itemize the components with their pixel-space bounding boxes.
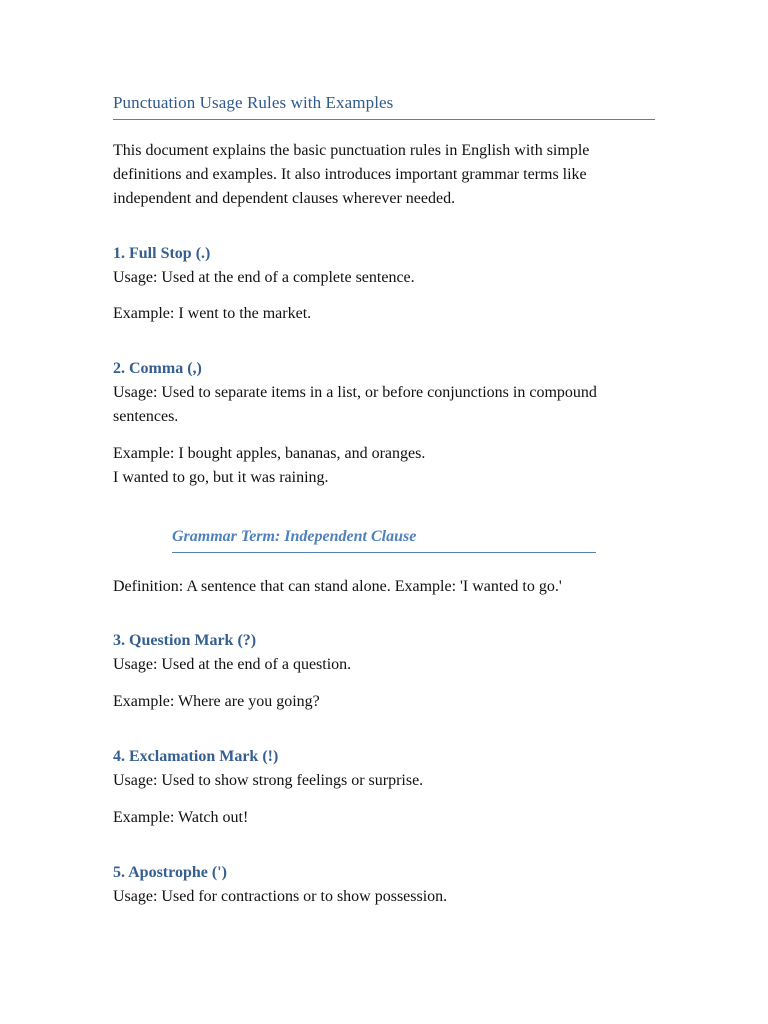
section-example-exclamation-mark: Example: Watch out! [113, 809, 249, 826]
section-example-comma-line-1: Example: I bought apples, bananas, and oranges. [113, 445, 426, 462]
section-usage-full-stop: Usage: Used at the end of a complete sentence. [113, 269, 415, 286]
section-usage-question-mark: Usage: Used at the end of a question. [113, 656, 352, 673]
section-heading-comma: 2. Comma (,) [113, 360, 202, 377]
intro-line-1: This document explains the basic punctuation rules in English with simple [113, 142, 590, 159]
document-title: Punctuation Usage Rules with Examples [113, 93, 655, 120]
section-heading-question-mark: 3. Question Mark (?) [113, 632, 257, 649]
section-usage-exclamation-mark: Usage: Used to show strong feelings or surprise. [113, 772, 424, 789]
intro-line-3: independent and dependent clauses wherever needed. [113, 190, 456, 207]
section-example-full-stop: Example: I went to the market. [113, 305, 312, 322]
section-example-question-mark: Example: Where are you going? [113, 693, 320, 710]
section-usage-apostrophe: Usage: Used for contractions or to show possession. [113, 888, 448, 905]
intro-line-2: definitions and examples. It also introduces important grammar terms like [113, 166, 587, 183]
section-heading-exclamation-mark: 4. Exclamation Mark (!) [113, 748, 279, 765]
section-heading-apostrophe: 5. Apostrophe (') [113, 864, 227, 881]
grammar-term-definition: Definition: A sentence that can stand alone. Example: 'I wanted to go.' [113, 578, 562, 595]
section-usage-comma-line-1: Usage: Used to separate items in a list, or before conjunctions in compound [113, 384, 597, 401]
section-usage-comma-line-2: sentences. [113, 408, 179, 425]
section-heading-full-stop: 1. Full Stop (.) [113, 245, 211, 262]
section-example-comma-line-2: I wanted to go, but it was raining. [113, 469, 329, 486]
grammar-term-heading: Grammar Term: Independent Clause [172, 526, 596, 553]
